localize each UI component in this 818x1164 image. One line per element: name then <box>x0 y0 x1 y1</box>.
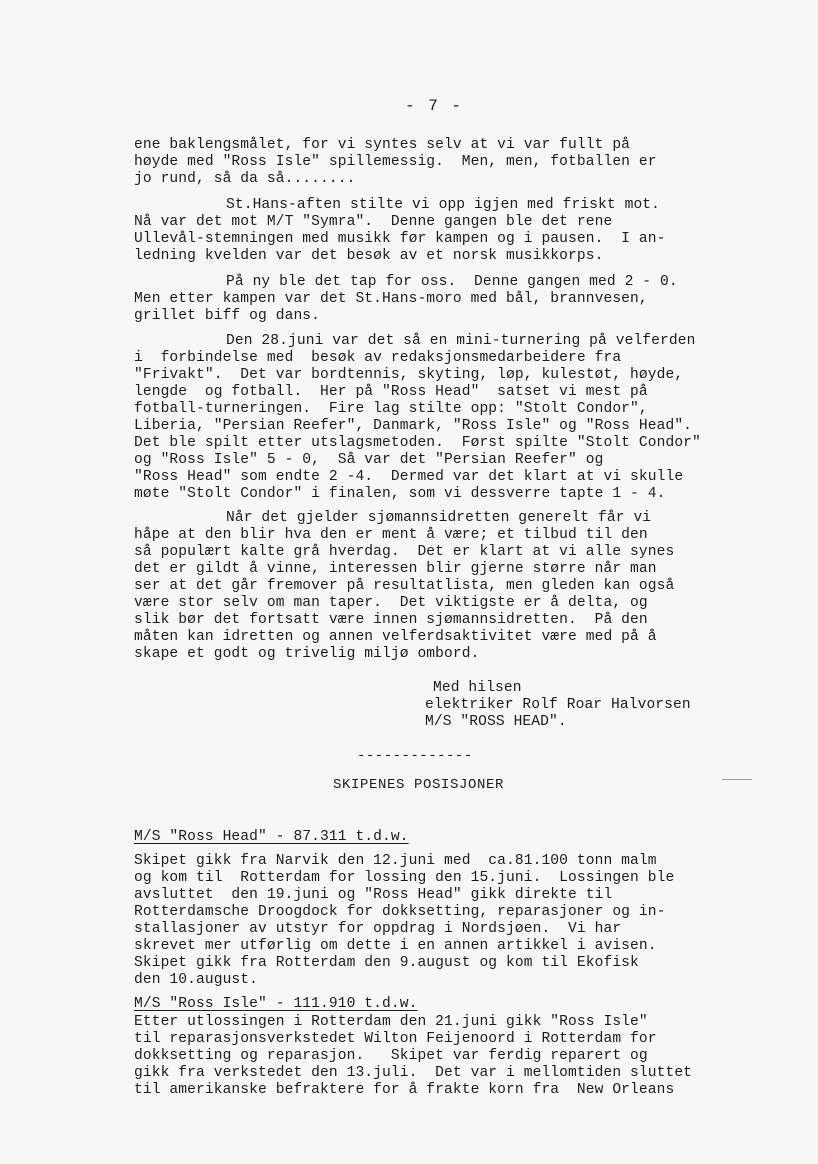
text-line: Liberia, "Persian Reefer", Danmark, "Ross Isle" og "Ross Head". <box>134 418 693 434</box>
page-number: - 7 - <box>405 97 464 115</box>
text-line: Ullevål-stemningen med musikk før kampen og i pausen. I an- <box>134 231 666 247</box>
text-line: "Ross Head" som endte 2 -4. Dermed var det klart at vi skulle <box>134 469 684 485</box>
ship-title: M/S "Ross Isle" - 111.910 t.d.w. <box>134 996 418 1012</box>
text-line: høyde med "Ross Isle" spillemessig. Men, men, fotballen er <box>134 154 657 170</box>
text-line: Skipet gikk fra Rotterdam den 9.august og kom til Ekofisk <box>134 955 639 971</box>
text-line: På ny ble det tap for oss. Denne gangen med 2 - 0. <box>226 274 678 290</box>
text-line: så populært kalte grå hverdag. Det er klart at vi alle synes <box>134 544 675 560</box>
text-line: ene baklengsmålet, for vi syntes selv at vi var fullt på <box>134 137 631 153</box>
text-line: Skipet gikk fra Narvik den 12.juni med ca.81.100 tonn malm <box>134 853 657 869</box>
text-line: jo rund, så da så........ <box>134 171 356 187</box>
ship-title: M/S "Ross Head" - 87.311 t.d.w. <box>134 829 409 845</box>
text-line: til reparasjonsverkstedet Wilton Feijenoord i Rotterdam for <box>134 1031 657 1047</box>
text-line: måten kan idretten og annen velferdsaktivitet være med på å <box>134 629 657 645</box>
text-line: Nå var det mot M/T "Symra". Denne gangen ble det rene <box>134 214 613 230</box>
text-line: slik bør det fortsatt være innen sjømannsidretten. På den <box>134 612 648 628</box>
text-line: i forbindelse med besøk av redaksjonsmedarbeidere fra <box>134 350 622 366</box>
text-line: dokksetting og reparasjon. Skipet var ferdig reparert og <box>134 1048 648 1064</box>
text-line: grillet biff og dans. <box>134 308 321 324</box>
signature-line: elektriker Rolf Roar Halvorsen <box>425 697 691 713</box>
text-line: Den 28.juni var det så en mini-turnering på velferden <box>226 333 696 349</box>
text-line: Rotterdamsche Droogdock for dokksetting, reparasjoner og in- <box>134 904 666 920</box>
text-line: "Frivakt". Det var bordtennis, skyting, løp, kulestøt, høyde, <box>134 367 684 383</box>
text-line: det er gildt å vinne, interessen blir gjerne større når man <box>134 561 657 577</box>
scan-mark <box>722 779 752 780</box>
text-line: Etter utlossingen i Rotterdam den 21.juni gikk "Ross Isle" <box>134 1014 648 1030</box>
section-divider: ------------- <box>357 748 473 764</box>
signature-line: M/S "ROSS HEAD". <box>425 714 567 730</box>
text-line: til amerikanske befraktere for å frakte korn fra New Orleans <box>134 1082 675 1098</box>
text-line: og "Ross Isle" 5 - 0, Så var det "Persian Reefer" og <box>134 452 604 468</box>
text-line: møte "Stolt Condor" i finalen, som vi dessverre tapte 1 - 4. <box>134 486 666 502</box>
text-line: håpe at den blir hva den er ment å være; et tilbud til den <box>134 527 648 543</box>
text-line: avsluttet den 19.juni og "Ross Head" gikk direkte til <box>134 887 613 903</box>
text-line: lengde og fotball. Her på "Ross Head" satset vi mest på <box>134 384 648 400</box>
text-line: fotball-turneringen. Fire lag stilte opp: "Stolt Condor", <box>134 401 648 417</box>
text-line: gikk fra verkstedet den 13.juli. Det var i mellomtiden sluttet <box>134 1065 693 1081</box>
text-line: være stor selv om man taper. Det viktigste er å delta, og <box>134 595 648 611</box>
text-line: ledning kvelden var det besøk av et norsk musikkorps. <box>134 248 604 264</box>
text-line: Når det gjelder sjømannsidretten generelt får vi <box>226 510 652 526</box>
text-line: Men etter kampen var det St.Hans-moro med bål, brannvesen, <box>134 291 648 307</box>
text-line: St.Hans-aften stilte vi opp igjen med friskt mot. <box>226 197 661 213</box>
text-line: stallasjoner av utstyr for oppdrag i Nordsjøen. Vi har <box>134 921 622 937</box>
text-line: og kom til Rotterdam for lossing den 15.juni. Lossingen ble <box>134 870 675 886</box>
text-line: skape et godt og trivelig miljø ombord. <box>134 646 480 662</box>
text-line: Det ble spilt etter utslagsmetoden. Først spilte "Stolt Condor" <box>134 435 701 451</box>
signature-line: Med hilsen <box>433 680 522 696</box>
text-line: den 10.august. <box>134 972 259 988</box>
text-line: ser at det går fremover på resultatlista, men gleden kan også <box>134 578 675 594</box>
text-line: skrevet mer utførlig om dette i en annen artikkel i avisen. <box>134 938 657 954</box>
section-heading: SKIPENES POSISJONER <box>333 777 505 793</box>
